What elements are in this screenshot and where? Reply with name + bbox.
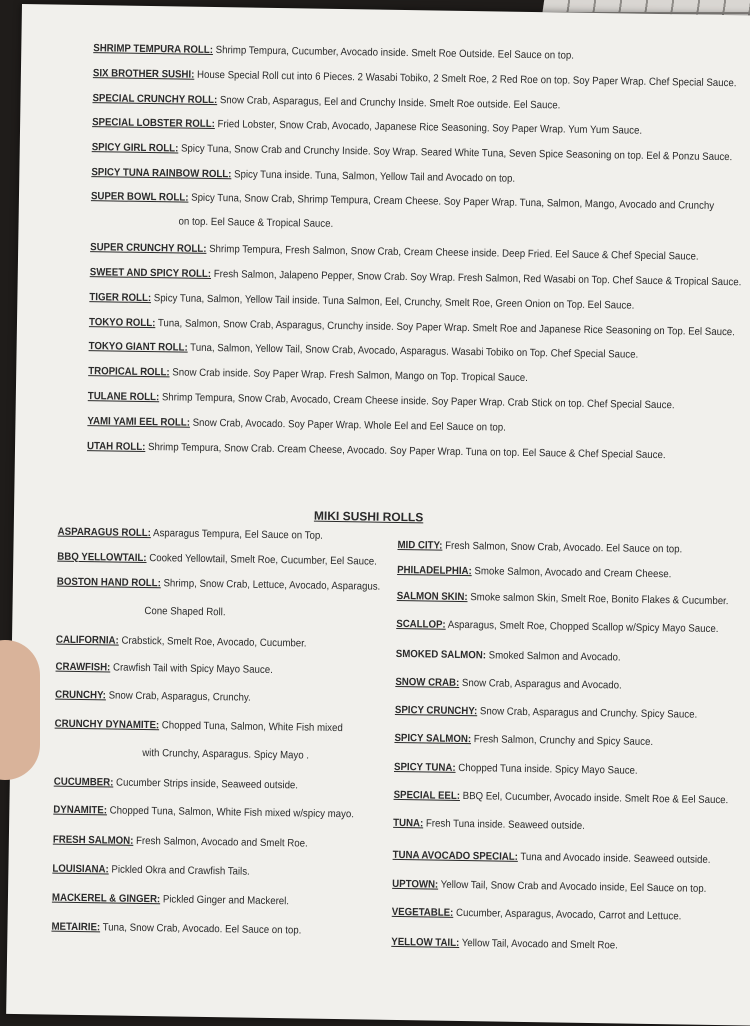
menu-item bbox=[53, 803, 354, 822]
menu-item-description: Fresh Salmon, Crunchy and Spicy Sauce. bbox=[470, 733, 654, 749]
menu-item-name: PHILADELPHIA: bbox=[397, 563, 472, 578]
menu-item-name: UTAH ROLL: bbox=[86, 440, 146, 453]
menu-item-name: DYNAMITE: bbox=[53, 803, 108, 817]
menu-item-description: Spicy Tuna, Salmon, Yellow Tail inside. Tuna Salmon, Eel, Crunchy, Smelt Roe, Green Onion on Top. Eel Sauce. bbox=[151, 292, 635, 312]
menu-item bbox=[55, 688, 251, 705]
menu-item-name: SUPER BOWL ROLL: bbox=[90, 190, 189, 204]
menu-item-description: Fresh Salmon, Jalapeno Pepper, Snow Crab. Soy Wrap. Fresh Salmon, Red Wasabi on Top. Chef Sauce & Tropical Sauce. bbox=[210, 268, 742, 289]
menu-item bbox=[394, 760, 638, 778]
section-title: MIKI SUSHI ROLLS bbox=[313, 508, 424, 525]
menu-item bbox=[58, 525, 323, 543]
menu-item bbox=[92, 140, 733, 164]
menu-item-name: SPECIAL LOBSTER ROLL: bbox=[92, 116, 215, 131]
menu-item-description: with Crunchy, Asparagus. Spicy Mayo . bbox=[142, 746, 310, 762]
menu-item-description: Tuna, Salmon, Snow Crab, Asparagus, Crunchy inside. Soy Paper Wrap. Smelt Roe and Japanese Rice Seasoning on Top. Eel Sauce. bbox=[155, 317, 735, 339]
menu-item bbox=[53, 833, 308, 851]
menu-item-name: SPECIAL CRUNCHY ROLL: bbox=[92, 92, 218, 107]
menu-item-description: Tuna, Salmon, Yellow Tail, Snow Crab, Avocado, Asparagus. Wasabi Tobiko on Top. Chef Special Sauce. bbox=[187, 341, 639, 361]
menu-item-name: TOKYO ROLL: bbox=[88, 316, 156, 330]
menu-item-name: TIGER ROLL: bbox=[89, 291, 152, 305]
menu-item-name: SPICY SALMON: bbox=[394, 731, 472, 746]
menu-item-description: Tuna and Avocado inside. Seaweed outside. bbox=[517, 850, 711, 866]
menu-item-name: CRUNCHY: bbox=[55, 688, 107, 702]
menu-item bbox=[394, 788, 729, 807]
menu-item bbox=[92, 115, 642, 138]
menu-item-description: Snow Crab, Avocado. Soy Paper Wrap. Whole Eel and Eel Sauce on top. bbox=[189, 416, 506, 434]
menu-item-name: MID CITY: bbox=[397, 538, 443, 552]
menu-item bbox=[56, 633, 307, 651]
menu-item-description: Spicy Tuna inside. Tuna, Salmon, Yellow Tail and Avocado on top. bbox=[231, 168, 516, 185]
menu-item bbox=[89, 339, 639, 362]
menu-item bbox=[391, 935, 618, 953]
menu-item bbox=[93, 41, 574, 63]
menu-item-continuation bbox=[178, 214, 333, 230]
menu-item-name: FRESH SALMON: bbox=[52, 833, 134, 847]
menu-item-description: Shrimp Tempura, Snow Crab, Avocado, Cream Cheese inside. Soy Paper Wrap. Crab Stick on top. Chef Special Sauce. bbox=[159, 391, 675, 412]
menu-item-description: Smoked Salmon and Avocado. bbox=[485, 649, 621, 664]
menu-item-description: Pickled Okra and Crawfish Tails. bbox=[108, 863, 250, 878]
menu-item-name: METAIRIE: bbox=[51, 920, 101, 934]
menu-item-name: CALIFORNIA: bbox=[55, 633, 119, 647]
menu-item-name: SCALLOP: bbox=[396, 617, 446, 631]
menu-item-name: SUPER CRUNCHY ROLL: bbox=[90, 241, 207, 255]
menu-item-name: TUNA: bbox=[393, 816, 424, 830]
menu-item-description: Snow Crab, Asparagus, Crunchy. bbox=[105, 689, 251, 704]
menu-item-description: Crawfish Tail with Spicy Mayo Sauce. bbox=[110, 661, 273, 677]
menu-item bbox=[395, 703, 697, 722]
menu-item-description: Crabstick, Smelt Roe, Avocado, Cucumber. bbox=[118, 634, 307, 650]
menu-item bbox=[393, 848, 711, 867]
menu-item-name: YELLOW TAIL: bbox=[391, 935, 460, 949]
menu-item-description: Shrimp, Snow Crab, Lettuce, Avocado, Asparagus. bbox=[160, 577, 381, 593]
menu-item bbox=[57, 575, 381, 594]
menu-item-name: BBQ YELLOWTAIL: bbox=[57, 550, 147, 565]
menu-item-description: Snow Crab, Asparagus and Crunchy. Spicy Sauce. bbox=[477, 705, 698, 721]
menu-item bbox=[55, 660, 272, 677]
menu-item-name: TULANE ROLL: bbox=[87, 390, 160, 404]
menu-item-description: Chopped Tuna, Salmon, White Fish mixed bbox=[159, 719, 343, 735]
menu-item-description: Spicy Tuna, Snow Crab, Shrimp Tempura, Cream Cheese. Soy Paper Wrap. Tuna, Salmon, Mango, Avocado and Crunchy bbox=[188, 191, 715, 212]
menu-item bbox=[393, 816, 585, 833]
menu-item bbox=[90, 265, 742, 289]
menu-item-name: TROPICAL ROLL: bbox=[88, 365, 170, 379]
menu-item bbox=[392, 905, 682, 924]
menu-item-description: Fresh Salmon, Snow Crab, Avocado. Eel Sauce on top. bbox=[442, 539, 683, 556]
menu-item bbox=[87, 414, 506, 435]
menu-item-name: SWEET AND SPICY ROLL: bbox=[89, 266, 212, 281]
menu-item-description: Shrimp Tempura, Fresh Salmon, Snow Crab, Cream Cheese inside. Deep Fried. Eel Sauce & Chef Special Sauce. bbox=[206, 242, 699, 263]
thumb bbox=[0, 640, 40, 780]
menu-item-name: SALMON SKIN: bbox=[396, 589, 468, 604]
menu-item bbox=[87, 439, 666, 462]
menu-item-description: Cone Shaped Roll. bbox=[144, 604, 226, 619]
menu-item-description: Cooked Yellowtail, Smelt Roe, Cucumber, Eel Sauce. bbox=[146, 552, 378, 568]
menu-item bbox=[88, 364, 528, 385]
menu-item-name: SPICY GIRL ROLL: bbox=[91, 141, 179, 155]
menu-item-name: UPTOWN: bbox=[392, 877, 439, 891]
menu-item-description: Shrimp Tempura, Cucumber, Avocado inside. Smelt Roe Outside. Eel Sauce on top. bbox=[212, 44, 575, 62]
menu-item bbox=[396, 647, 621, 665]
menu-item-description: Snow Crab inside. Soy Paper Wrap. Fresh Salmon, Mango on Top. Tropical Sauce. bbox=[169, 366, 528, 384]
menu-item-description: Spicy Tuna, Snow Crab and Crunchy Inside. Soy Wrap. Seared White Tuna, Seven Spice Seasoning on top. Eel & Ponzu Sauce. bbox=[178, 142, 733, 164]
menu-item bbox=[55, 717, 343, 736]
menu-item-name: ASPARAGUS ROLL: bbox=[57, 525, 152, 540]
menu-item-name: TOKYO GIANT ROLL: bbox=[88, 340, 188, 354]
menu-item-name: CUCUMBER: bbox=[53, 775, 114, 789]
menu-item bbox=[52, 891, 289, 909]
menu-item-description: Snow Crab, Asparagus and Avocado. bbox=[459, 676, 622, 692]
menu-item-name: BOSTON HAND ROLL: bbox=[56, 575, 161, 590]
menu-item-name: SNOW CRAB: bbox=[395, 675, 460, 689]
menu-item-description: House Special Roll cut into 6 Pieces. 2 Wasabi Tobiko, 2 Smelt Roe, 2 Red Roe on top. Soy Paper Wrap. Chef Special Sauce. bbox=[194, 68, 737, 90]
menu-item-name: YAMI YAMI EEL ROLL: bbox=[87, 415, 191, 429]
menu-item-name: VEGETABLE: bbox=[391, 905, 454, 919]
menu-item bbox=[89, 315, 735, 339]
menu-item-name: MACKEREL & GINGER: bbox=[51, 891, 161, 906]
menu-item-name: LOUISIANA: bbox=[52, 862, 109, 876]
menu-item-name: SPECIAL EEL: bbox=[393, 788, 461, 802]
menu-item-name: SPICY TUNA: bbox=[393, 760, 456, 774]
menu-item bbox=[57, 550, 377, 569]
menu-item-description: Chopped Tuna inside. Spicy Mayo Sauce. bbox=[455, 761, 638, 777]
menu-item-description: Fresh Salmon, Avocado and Smelt Roe. bbox=[133, 834, 308, 850]
menu-item bbox=[397, 589, 729, 608]
menu-item-description: Asparagus Tempura, Eel Sauce on Top. bbox=[150, 527, 324, 542]
menu-item-description: Smoke salmon Skin, Smelt Roe, Bonito Flakes & Cucumber. bbox=[467, 591, 729, 608]
menu-item bbox=[397, 538, 682, 556]
menu-item bbox=[51, 920, 301, 938]
menu-item bbox=[91, 165, 515, 186]
menu-item-name: CRUNCHY DYNAMITE: bbox=[54, 717, 160, 732]
menu-item-description: Cucumber, Asparagus, Avocado, Carrot and Lettuce. bbox=[453, 906, 682, 923]
menu-item-continuation bbox=[142, 746, 309, 763]
menu-item-name: SPICY CRUNCHY: bbox=[394, 703, 478, 718]
menu-item bbox=[89, 290, 634, 313]
menu-item-name: CRAWFISH: bbox=[55, 660, 111, 674]
menu-sheet bbox=[6, 4, 750, 1026]
menu-item-name: SHRIMP TEMPURA ROLL: bbox=[93, 42, 214, 57]
menu-item-name: SPICY TUNA RAINBOW ROLL: bbox=[91, 166, 232, 181]
menu-item-description: Tuna, Snow Crab, Avocado. Eel Sauce on top. bbox=[100, 921, 302, 937]
menu-item-description: on top. Eel Sauce & Tropical Sauce. bbox=[178, 215, 334, 230]
menu-item bbox=[392, 877, 706, 896]
menu-item-description: BBQ Eel, Cucumber, Avocado inside. Smelt Roe & Eel Sauce. bbox=[459, 789, 729, 807]
menu-item bbox=[54, 775, 298, 793]
menu-item-description: Smoke Salmon, Avocado and Cream Cheese. bbox=[471, 565, 672, 581]
menu-item-description: Cucumber Strips inside, Seaweed outside. bbox=[113, 776, 299, 792]
menu-item bbox=[396, 617, 718, 636]
menu-item-description: Yellow Tail, Avocado and Smelt Roe. bbox=[459, 936, 618, 952]
menu-item bbox=[92, 91, 560, 112]
menu-item bbox=[394, 731, 653, 749]
menu-item bbox=[90, 240, 699, 264]
menu-item-description: Fresh Tuna inside. Seaweed outside. bbox=[423, 817, 585, 832]
menu-item-description: Shrimp Tempura, Snow Crab. Cream Cheese, Avocado. Soy Paper Wrap. Tuna on top. Eel Sauce & Chef Special Sauce. bbox=[145, 440, 666, 462]
menu-item bbox=[395, 675, 622, 693]
menu-item-name: SMOKED SALMON: bbox=[395, 647, 487, 662]
menu-item-name: SIX BROTHER SUSHI: bbox=[92, 67, 195, 81]
menu-item-description: Chopped Tuna, Salmon, White Fish mixed w/spicy mayo. bbox=[106, 804, 355, 821]
menu-item-description: Fried Lobster, Snow Crab, Avocado, Japanese Rice Seasoning. Soy Paper Wrap. Yum Yum Sauce. bbox=[214, 118, 643, 137]
menu-item-description: Yellow Tail, Snow Crab and Avocado inside, Eel Sauce on top. bbox=[438, 878, 707, 895]
menu-item bbox=[91, 189, 714, 213]
menu-item-continuation bbox=[144, 604, 225, 619]
menu-item bbox=[52, 862, 250, 879]
menu-item-description: Snow Crab, Asparagus, Eel and Crunchy Inside. Smelt Roe outside. Eel Sauce. bbox=[217, 94, 561, 112]
menu-item-description: Asparagus, Smelt Roe, Chopped Scallop w/Spicy Mayo Sauce. bbox=[445, 618, 719, 636]
menu-item-description: Pickled Ginger and Mackerel. bbox=[160, 893, 290, 908]
menu-item bbox=[88, 389, 675, 412]
menu-item-name: TUNA AVOCADO SPECIAL: bbox=[392, 848, 518, 863]
menu-item bbox=[397, 563, 671, 581]
menu-item bbox=[93, 66, 737, 90]
